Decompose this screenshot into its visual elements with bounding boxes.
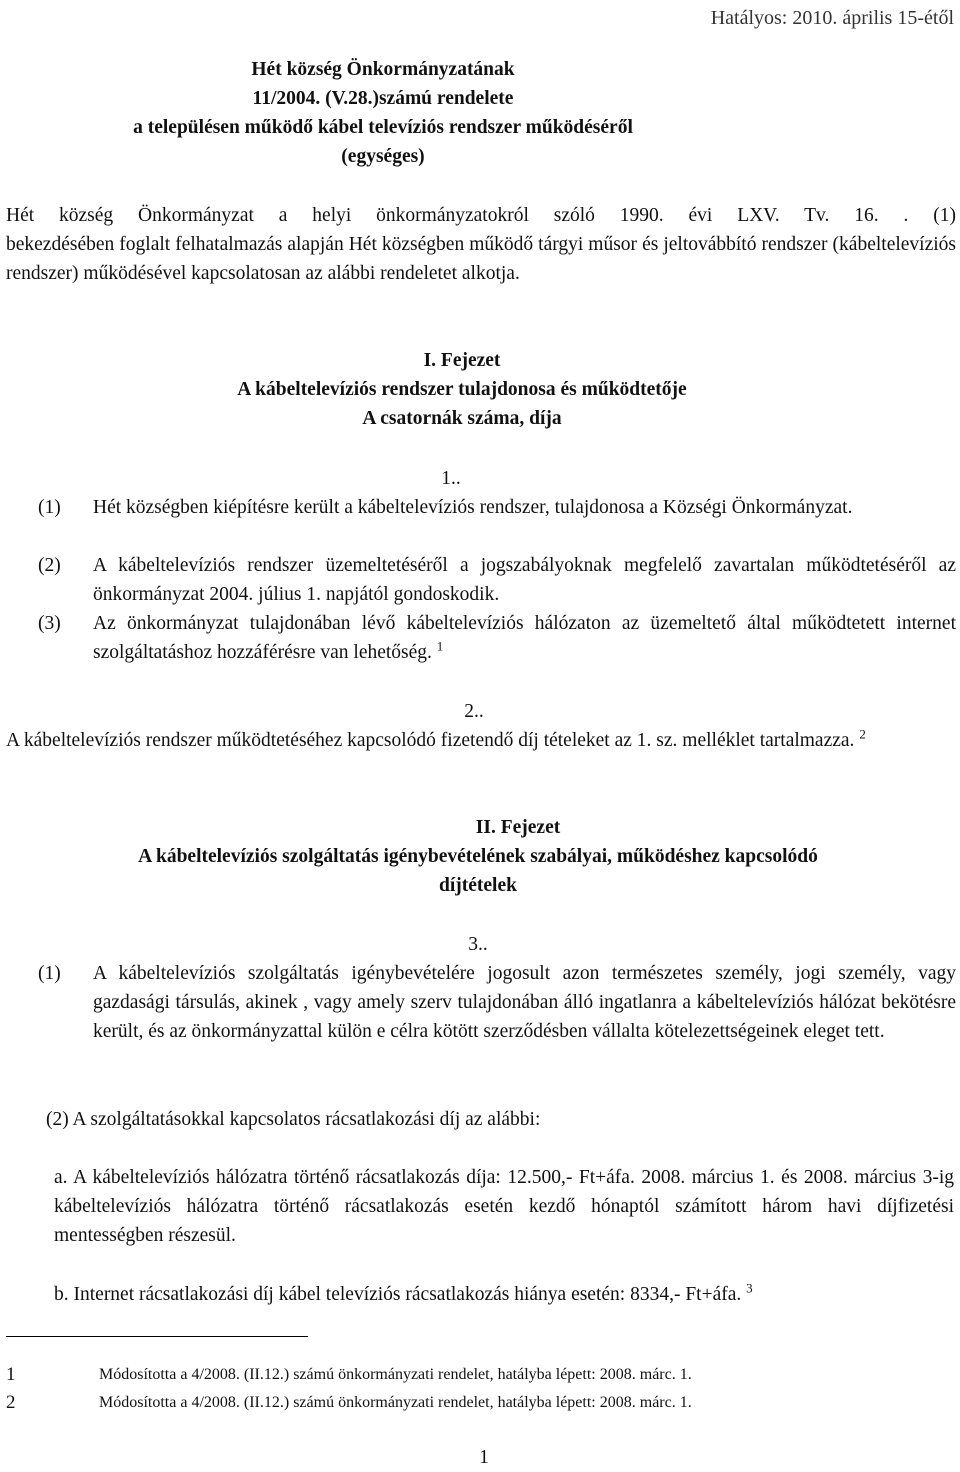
section-3-para-2: (2) A szolgáltatásokkal kapcsolatos rácsatlakozási díj az alábbi: — [46, 1109, 541, 1130]
title-line-3: a településen működő kábel televíziós rendszer működéséről — [133, 117, 633, 138]
para-text: Hét községben kiépítésre került a kábeltelevíziós rendszer, tulajdonosa a Községi Önkormányzat. — [93, 497, 853, 518]
list-item-b — [54, 1280, 954, 1309]
footnote-number: 2 — [6, 1392, 16, 1413]
section-2-body: A kábeltelevíziós rendszer működtetéséhez kapcsolódó fizetendő díj tételeket az 1. sz. melléklet tartalmazza. — [6, 730, 855, 751]
chapter-1-subtitle-1: A kábeltelevíziós rendszer tulajdonosa és működtetője — [237, 379, 687, 400]
para-text: A kábeltelevíziós rendszer üzemeltetéséről a jogszabályoknak megfelelő zavartalan működtetéséről az önkormányzat 2004. július 1. napjától gondoskodik. — [93, 555, 956, 605]
footnote-text: Módosította a 4/2008. (II.12.) számú önkormányzati rendelet, hatályba lépett: 2008. márc. 1. — [99, 1366, 692, 1383]
footnote-number: 1 — [6, 1364, 16, 1385]
intro-rest: bekezdésében foglalt felhatalmazás alapján Hét községben működő tárgyi műsor és jeltovábbító rendszer (kábeltelevíziós rendszer) működésével kapcsolatosan az alábbi rendeletet alkotja. — [6, 234, 956, 284]
section-1-para-3 — [38, 609, 956, 667]
chapter-1-heading — [0, 346, 960, 433]
footnote-ref-2: 2 — [859, 726, 866, 742]
chapter-2-subtitle-2: díjtételek — [439, 875, 517, 896]
section-2-text — [6, 726, 956, 755]
chapter-1-subtitle-2: A csatornák száma, díja — [362, 408, 562, 429]
para-label: (3) — [38, 613, 61, 634]
footnote-1 — [6, 1360, 956, 1389]
section-1-number: 1.. — [441, 468, 461, 489]
para-text — [93, 609, 956, 667]
footnote-divider — [6, 1336, 308, 1337]
section-1-para-1 — [38, 493, 956, 522]
document-title — [0, 55, 960, 171]
section-1-para-2 — [38, 551, 956, 609]
chapter-1-title: I. Fejezet — [423, 350, 501, 371]
chapter-2-heading — [0, 813, 960, 900]
footnote-2 — [6, 1388, 956, 1417]
para-text: A kábeltelevíziós szolgáltatás igénybevételére jogosult azon természetes személy, jogi személy, vagy gazdasági társulás, akinek , vagy amely szerv tulajdonában álló ingatlanra a kábeltelevíziós hálózat bekötésre került, és az önkormányzattal külön e célra kötött szerződésben vállalta kötelezettségeinek eleget tett. — [93, 963, 956, 1042]
intro-line-1: Hét község Önkormányzat a helyi önkormányzatokról szóló 1990. évi LXV. Tv. 16. . (1) — [6, 205, 956, 226]
footnote-ref-1: 1 — [436, 638, 444, 654]
title-line-1: Hét község Önkormányzatának — [251, 59, 515, 80]
list-item-b-text: b. Internet rácsatlakozási díj kábel televíziós rácsatlakozás hiánya esetén: 8334,- Ft+áfa. — [54, 1284, 742, 1305]
para-label: (2) — [38, 555, 61, 576]
page-number: 1 — [479, 1447, 489, 1468]
para-label: (1) — [38, 963, 61, 984]
para-text-body: Az önkormányzat tulajdonában lévő kábeltelevíziós hálózaton az üzemeltető által működtetett internet szolgáltatáshoz hozzáférésre van lehetőség. — [93, 613, 956, 663]
title-line-2: 11/2004. (V.28.)számú rendelete — [252, 88, 514, 109]
effective-date: Hatályos: 2010. április 15-étől — [710, 7, 954, 29]
chapter-2-title: II. Fejezet — [475, 817, 561, 838]
chapter-2-subtitle-1: A kábeltelevíziós szolgáltatás igénybevételének szabályai, működéshez kapcsolódó — [138, 846, 818, 867]
footnote-ref-3: 3 — [746, 1280, 753, 1296]
intro-paragraph — [6, 201, 956, 288]
section-3-number: 3.. — [468, 934, 488, 955]
title-line-4: (egységes) — [341, 146, 425, 167]
section-3-para-1 — [38, 959, 956, 1046]
list-item-a: a. A kábeltelevíziós hálózatra történő rácsatlakozás díja: 12.500,- Ft+áfa. 2008. március 1. és 2008. március 3-ig kábeltelevíziós hálózatra történő rácsatlakozás esetén kezdő hónaptól számított három havi díjfizetési mentességben részesül. — [54, 1167, 954, 1246]
para-label: (1) — [38, 497, 61, 518]
footnote-text: Módosította a 4/2008. (II.12.) számú önkormányzati rendelet, hatályba lépett: 2008. márc. 1. — [99, 1394, 692, 1411]
section-2-number: 2.. — [464, 701, 484, 722]
